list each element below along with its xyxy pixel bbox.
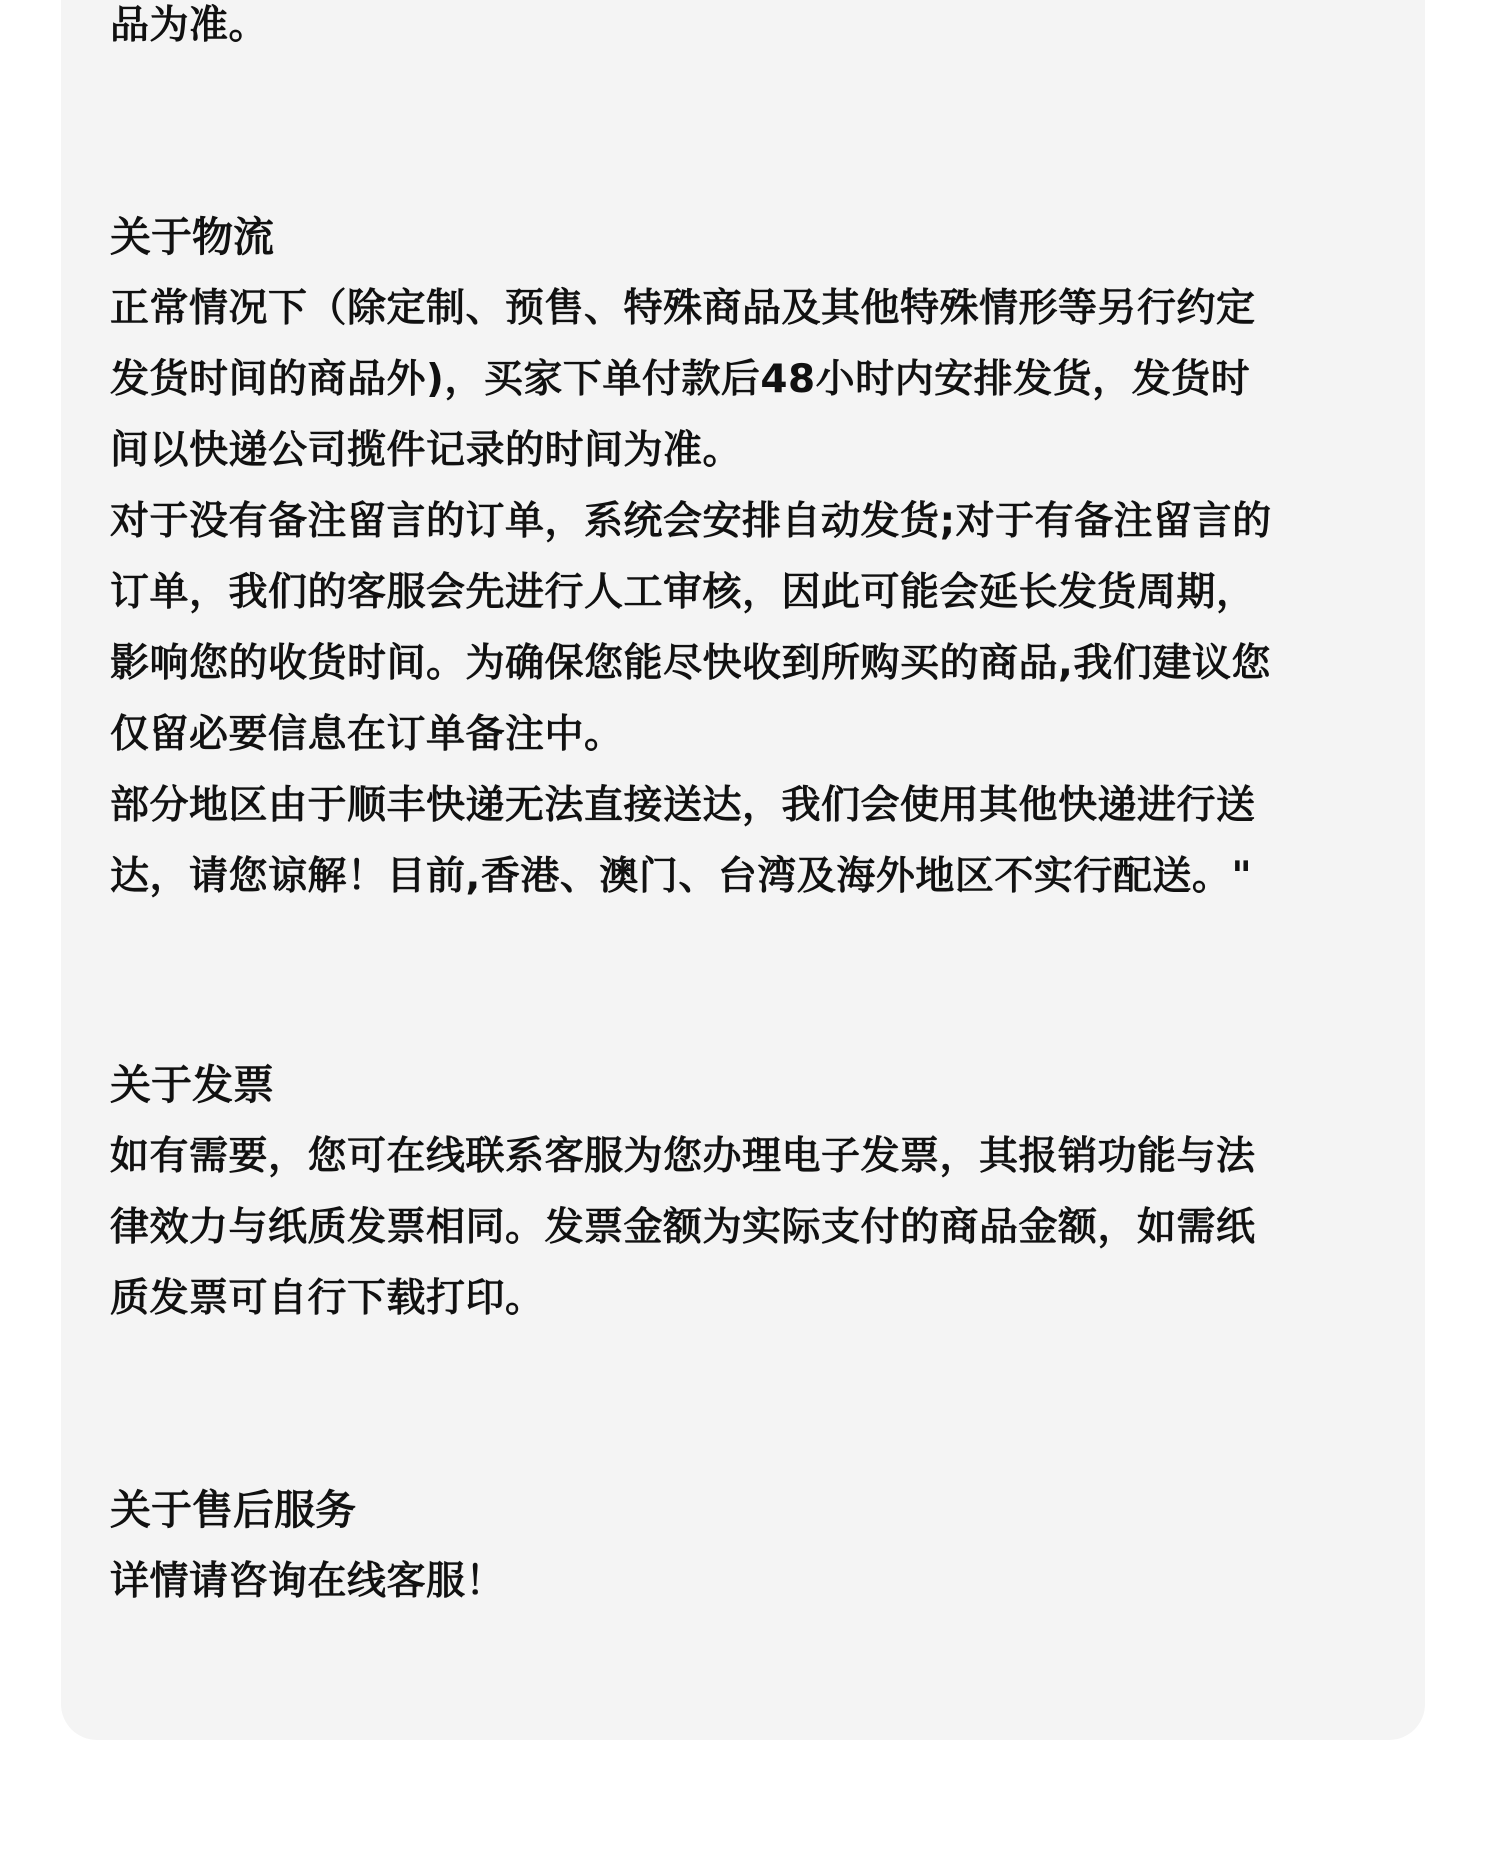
invoice-title: 关于发票 [110, 1061, 274, 1109]
aftersale-title: 关于售后服务 [110, 1486, 356, 1534]
intro-tail: 品为准。 [110, 3, 269, 48]
invoice-line: 如有需要，您可在线联系客服为您办理电子发票，其报销功能与法 [110, 1134, 1256, 1179]
logistics-line: 发货时间的商品外)，买家下单付款后48小时内安排发货，发货时 [110, 357, 1251, 402]
logistics-line: 正常情况下（除定制、预售、特殊商品及其他特殊情形等另行约定 [110, 286, 1256, 331]
aftersale-section [110, 1475, 505, 1617]
logistics-line: 对于没有备注留言的订单，系统会安排自动发货;对于有备注留言的 [110, 499, 1272, 544]
invoice-line: 质发票可自行下载打印。 [110, 1276, 545, 1321]
logistics-section [110, 202, 1272, 912]
logistics-line: 达，请您谅解！目前,香港、澳门、台湾及海外地区不实行配送。" [110, 854, 1253, 899]
aftersale-line: 详情请咨询在线客服！ [110, 1559, 506, 1604]
logistics-line: 部分地区由于顺丰快递无法直接送达，我们会使用其他快递进行送 [110, 783, 1256, 828]
logistics-line: 影响您的收货时间。为确保您能尽快收到所购买的商品,我们建议您 [110, 641, 1271, 686]
invoice-section [110, 1050, 1256, 1334]
invoice-line: 律效力与纸质发票相同。发票金额为实际支付的商品金额，如需纸 [110, 1205, 1256, 1250]
intro-section [110, 0, 268, 61]
logistics-title: 关于物流 [110, 213, 274, 261]
logistics-line: 间以快递公司揽件记录的时间为准。 [110, 428, 743, 473]
logistics-line: 订单，我们的客服会先进行人工审核，因此可能会延长发货周期， [110, 570, 1256, 615]
logistics-line: 仅留必要信息在订单备注中。 [110, 712, 624, 757]
